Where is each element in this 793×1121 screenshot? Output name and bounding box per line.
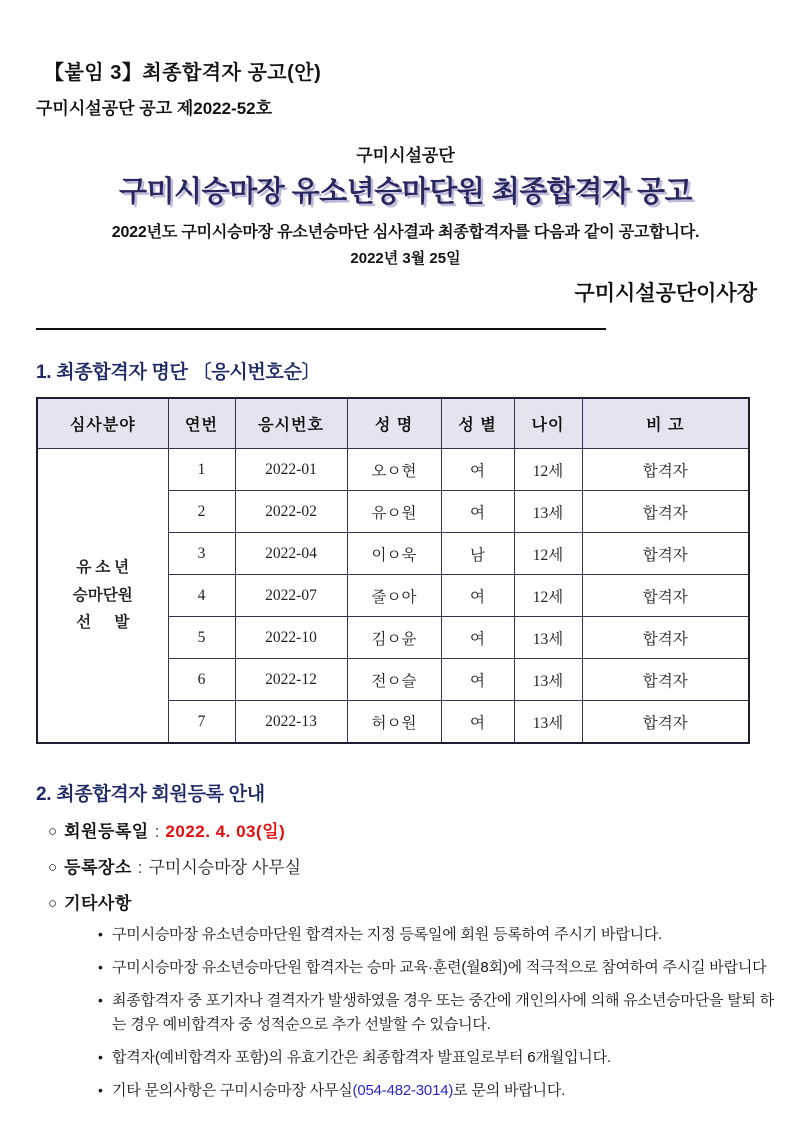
cell-gender: 여	[441, 575, 514, 617]
notice-number: 구미시설공단 공고 제2022-52호	[36, 99, 273, 118]
cell-age: 12세	[514, 533, 582, 575]
cell-name: 김ㅇ윤	[347, 617, 441, 659]
section2-heading: 2. 최종합격자 회원등록 안내	[36, 784, 265, 805]
cell-no: 7	[168, 701, 235, 744]
col-header-category: 심사분야	[37, 398, 168, 449]
colon-separator: :	[137, 858, 143, 877]
table-row	[37, 449, 749, 491]
bullet-text: 구미시승마장 유소년승마단원 합격자는 지정 등록일에 회원 등록하여 주시기 바랍니다.	[112, 926, 663, 943]
cell-name: 오ㅇ현	[347, 449, 441, 491]
bullet-text: 최종합격자 중 포기자나 결격자가 발생하였을 경우 또는 중간에 개인의사에 의해 유소년승마단을 탈퇴 하는 경우 예비합격자 중 성적순으로 추가 선발할 수 있습니다.	[112, 992, 775, 1033]
etc-label: 기타사항	[64, 894, 132, 913]
registration-place-value: 구미시승마장 사무실	[148, 858, 302, 877]
cell-applicant-no: 2022-12	[235, 659, 347, 701]
cell-name: 전ㅇ슬	[347, 659, 441, 701]
cell-name: 허ㅇ원	[347, 701, 441, 744]
etc-bullet-list	[98, 923, 775, 1103]
cell-note: 합격자	[582, 533, 749, 575]
section1-heading: 1. 최종합격자 명단 〔응시번호순〕	[36, 362, 321, 383]
contact-text-prefix: 기타 문의사항은 구미시승마장 사무실	[112, 1082, 353, 1099]
cell-note: 합격자	[582, 575, 749, 617]
cell-applicant-no: 2022-02	[235, 491, 347, 533]
announcement-date: 2022년 3월 25일	[350, 250, 461, 267]
cell-no: 5	[168, 617, 235, 659]
circle-bullet-icon: ○	[48, 859, 58, 876]
registration-date-label: 회원등록일	[64, 822, 149, 841]
table-header-row	[37, 398, 749, 449]
col-header-note: 비 고	[582, 398, 749, 449]
cell-no: 6	[168, 659, 235, 701]
announcement-subtitle: 2022년도 구미시승마장 유소년승마단 심사결과 최종합격자를 다음과 같이 공고합니다.	[111, 224, 700, 241]
horizontal-divider	[36, 328, 606, 330]
organization-name: 구미시설공단	[356, 146, 455, 165]
cell-gender: 여	[441, 491, 514, 533]
registration-date-value: 2022. 4. 03(일)	[165, 822, 286, 841]
cell-no: 4	[168, 575, 235, 617]
list-item	[98, 989, 775, 1037]
col-header-no: 연번	[168, 398, 235, 449]
registration-place-item	[48, 853, 775, 878]
phone-number: (054-482-3014)	[352, 1082, 454, 1099]
cell-gender: 여	[441, 617, 514, 659]
category-line: 승마단원	[72, 586, 133, 604]
registration-date-item	[48, 817, 775, 842]
dot-bullet-icon: •	[98, 926, 103, 942]
dot-bullet-icon: •	[98, 1082, 103, 1098]
col-header-age: 나이	[514, 398, 582, 449]
list-item	[98, 956, 775, 980]
col-header-name: 성 명	[347, 398, 441, 449]
cell-age: 13세	[514, 659, 582, 701]
circle-bullet-icon: ○	[48, 895, 58, 912]
cell-gender: 여	[441, 449, 514, 491]
category-cell	[37, 449, 168, 744]
dot-bullet-icon: •	[98, 1049, 103, 1065]
col-header-gender: 성 별	[441, 398, 514, 449]
cell-age: 12세	[514, 575, 582, 617]
bullet-text: 합격자(예비합격자 포함)의 유효기간은 최종합격자 발표일로부터 6개월입니다.	[112, 1049, 611, 1066]
dot-bullet-icon: •	[98, 959, 103, 975]
results-table	[36, 397, 750, 744]
cell-note: 합격자	[582, 617, 749, 659]
cell-note: 합격자	[582, 701, 749, 744]
cell-note: 합격자	[582, 659, 749, 701]
cell-note: 합격자	[582, 449, 749, 491]
registration-place-label: 등록장소	[64, 858, 132, 877]
attachment-label: 【붙임 3】최종합격자 공고(안)	[44, 62, 322, 84]
cell-age: 13세	[514, 491, 582, 533]
etc-item	[48, 889, 775, 914]
cell-age: 13세	[514, 617, 582, 659]
page-title: 구미시승마장 유소년승마단원 최종합격자 공고	[119, 176, 692, 208]
cell-no: 3	[168, 533, 235, 575]
circle-bullet-icon: ○	[48, 823, 58, 840]
cell-name: 유ㅇ원	[347, 491, 441, 533]
bullet-text: 구미시승마장 유소년승마단원 합격자는 승마 교육·훈련(월8회)에 적극적으로 참여하여 주시길 바랍니다	[112, 959, 767, 976]
dot-bullet-icon: •	[98, 992, 103, 1008]
cell-age: 13세	[514, 701, 582, 744]
category-line: 유 소 년	[76, 558, 130, 576]
cell-note: 합격자	[582, 491, 749, 533]
contact-text-suffix: 로 문의 바랍니다.	[453, 1082, 566, 1099]
cell-applicant-no: 2022-07	[235, 575, 347, 617]
cell-no: 1	[168, 449, 235, 491]
cell-gender: 여	[441, 659, 514, 701]
cell-age: 12세	[514, 449, 582, 491]
cell-applicant-no: 2022-13	[235, 701, 347, 744]
cell-no: 2	[168, 491, 235, 533]
list-item	[98, 923, 775, 947]
colon-separator: :	[154, 822, 160, 841]
cell-name: 줄ㅇ아	[347, 575, 441, 617]
cell-name: 이ㅇ욱	[347, 533, 441, 575]
col-header-applicant-no: 응시번호	[235, 398, 347, 449]
list-item	[98, 1046, 775, 1070]
signer-title: 구미시설공단이사장	[574, 282, 757, 305]
category-line: 선 발	[76, 614, 130, 632]
cell-applicant-no: 2022-04	[235, 533, 347, 575]
cell-gender: 여	[441, 701, 514, 744]
cell-applicant-no: 2022-01	[235, 449, 347, 491]
cell-gender: 남	[441, 533, 514, 575]
cell-applicant-no: 2022-10	[235, 617, 347, 659]
list-item contact-line	[98, 1079, 775, 1103]
